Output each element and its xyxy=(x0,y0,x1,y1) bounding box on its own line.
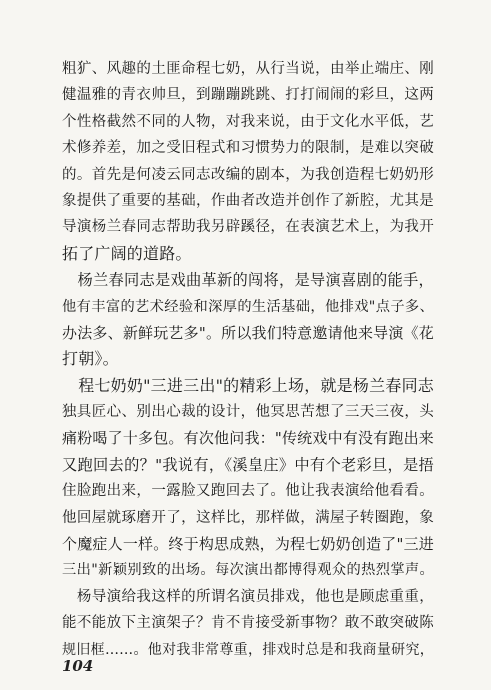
text-line: 导演杨兰春同志帮助我另辟蹊径，在表演艺术上，为我开 xyxy=(62,219,434,236)
text-line: 又跑回去的？"我说有，《溪皇庄》中有个老彩旦，是捂 xyxy=(62,455,434,474)
text-line: 术修养差，加之受旧程式和习惯势力的限制，是难以突破 xyxy=(62,140,434,157)
text-line: 能不能放下主演架子？肯不肯接受新事物？敢不敢突破陈 xyxy=(62,615,434,632)
body-text xyxy=(62,56,434,663)
text-line: 粗犷、风趣的土匪命程七奶，从行当说，由举止端庄、刚 xyxy=(62,61,434,77)
text-line: 痛粉喝了十多包。有次他问我："传统戏中有没有跑出来 xyxy=(62,429,434,448)
text-line: 杨兰春同志是戏曲革新的闯将，是导演喜剧的能手， xyxy=(62,271,434,290)
text-line: 个魔症人一样。终于构思成熟，为程七奶奶创造了"三进 xyxy=(62,535,434,554)
text-line: 独具匠心、别出心裁的设计，他冥思苦想了三天三夜，头 xyxy=(62,404,434,421)
text-line: 个性格截然不同的人物，对我来说，由于文化水平低，艺 xyxy=(62,113,434,130)
text-line: 健温雅的青衣帅旦，到蹦蹦跳跳、打打闹闹的彩旦，这两 xyxy=(62,87,434,104)
text-line: 他有丰富的艺术经验和深厚的生活基础，他排戏"点子多、 xyxy=(62,298,434,315)
text-line: 拓了广阔的道路。 xyxy=(62,243,192,263)
text-line: 他回屋就琢磨开了，这样比，那样做，满屋子转圈跑，象 xyxy=(62,509,434,526)
text-line: 住脸跑出来，一露脸又跑回去了。他让我表演给他看看。 xyxy=(62,483,434,500)
page-number: 104 xyxy=(62,657,94,675)
text-line: 象提供了重要的基础，作曲者改造并创作了新腔，尤其是 xyxy=(62,192,434,209)
text-line: 杨导演给我这样的所谓名演员排戏，他也是顾虑重重， xyxy=(62,588,434,605)
text-line: 规旧框……。他对我非常尊重，排戏时总是和我商量研究， xyxy=(62,641,434,658)
text-line: 程七奶奶"三进三出"的精彩上场，就是杨兰春同志 xyxy=(62,375,434,395)
text-line: 三出"新颖别致的出场。每次演出都博得观众的热烈掌声。 xyxy=(62,562,434,579)
text-line: 办法多、新鲜玩艺多"。所以我们特意邀请他来导演《花 xyxy=(62,323,434,342)
text-line: 打朝》。 xyxy=(62,349,119,369)
text-line: 的。首先是何凌云同志改编的剧本，为我创造程七奶奶形 xyxy=(62,166,434,183)
